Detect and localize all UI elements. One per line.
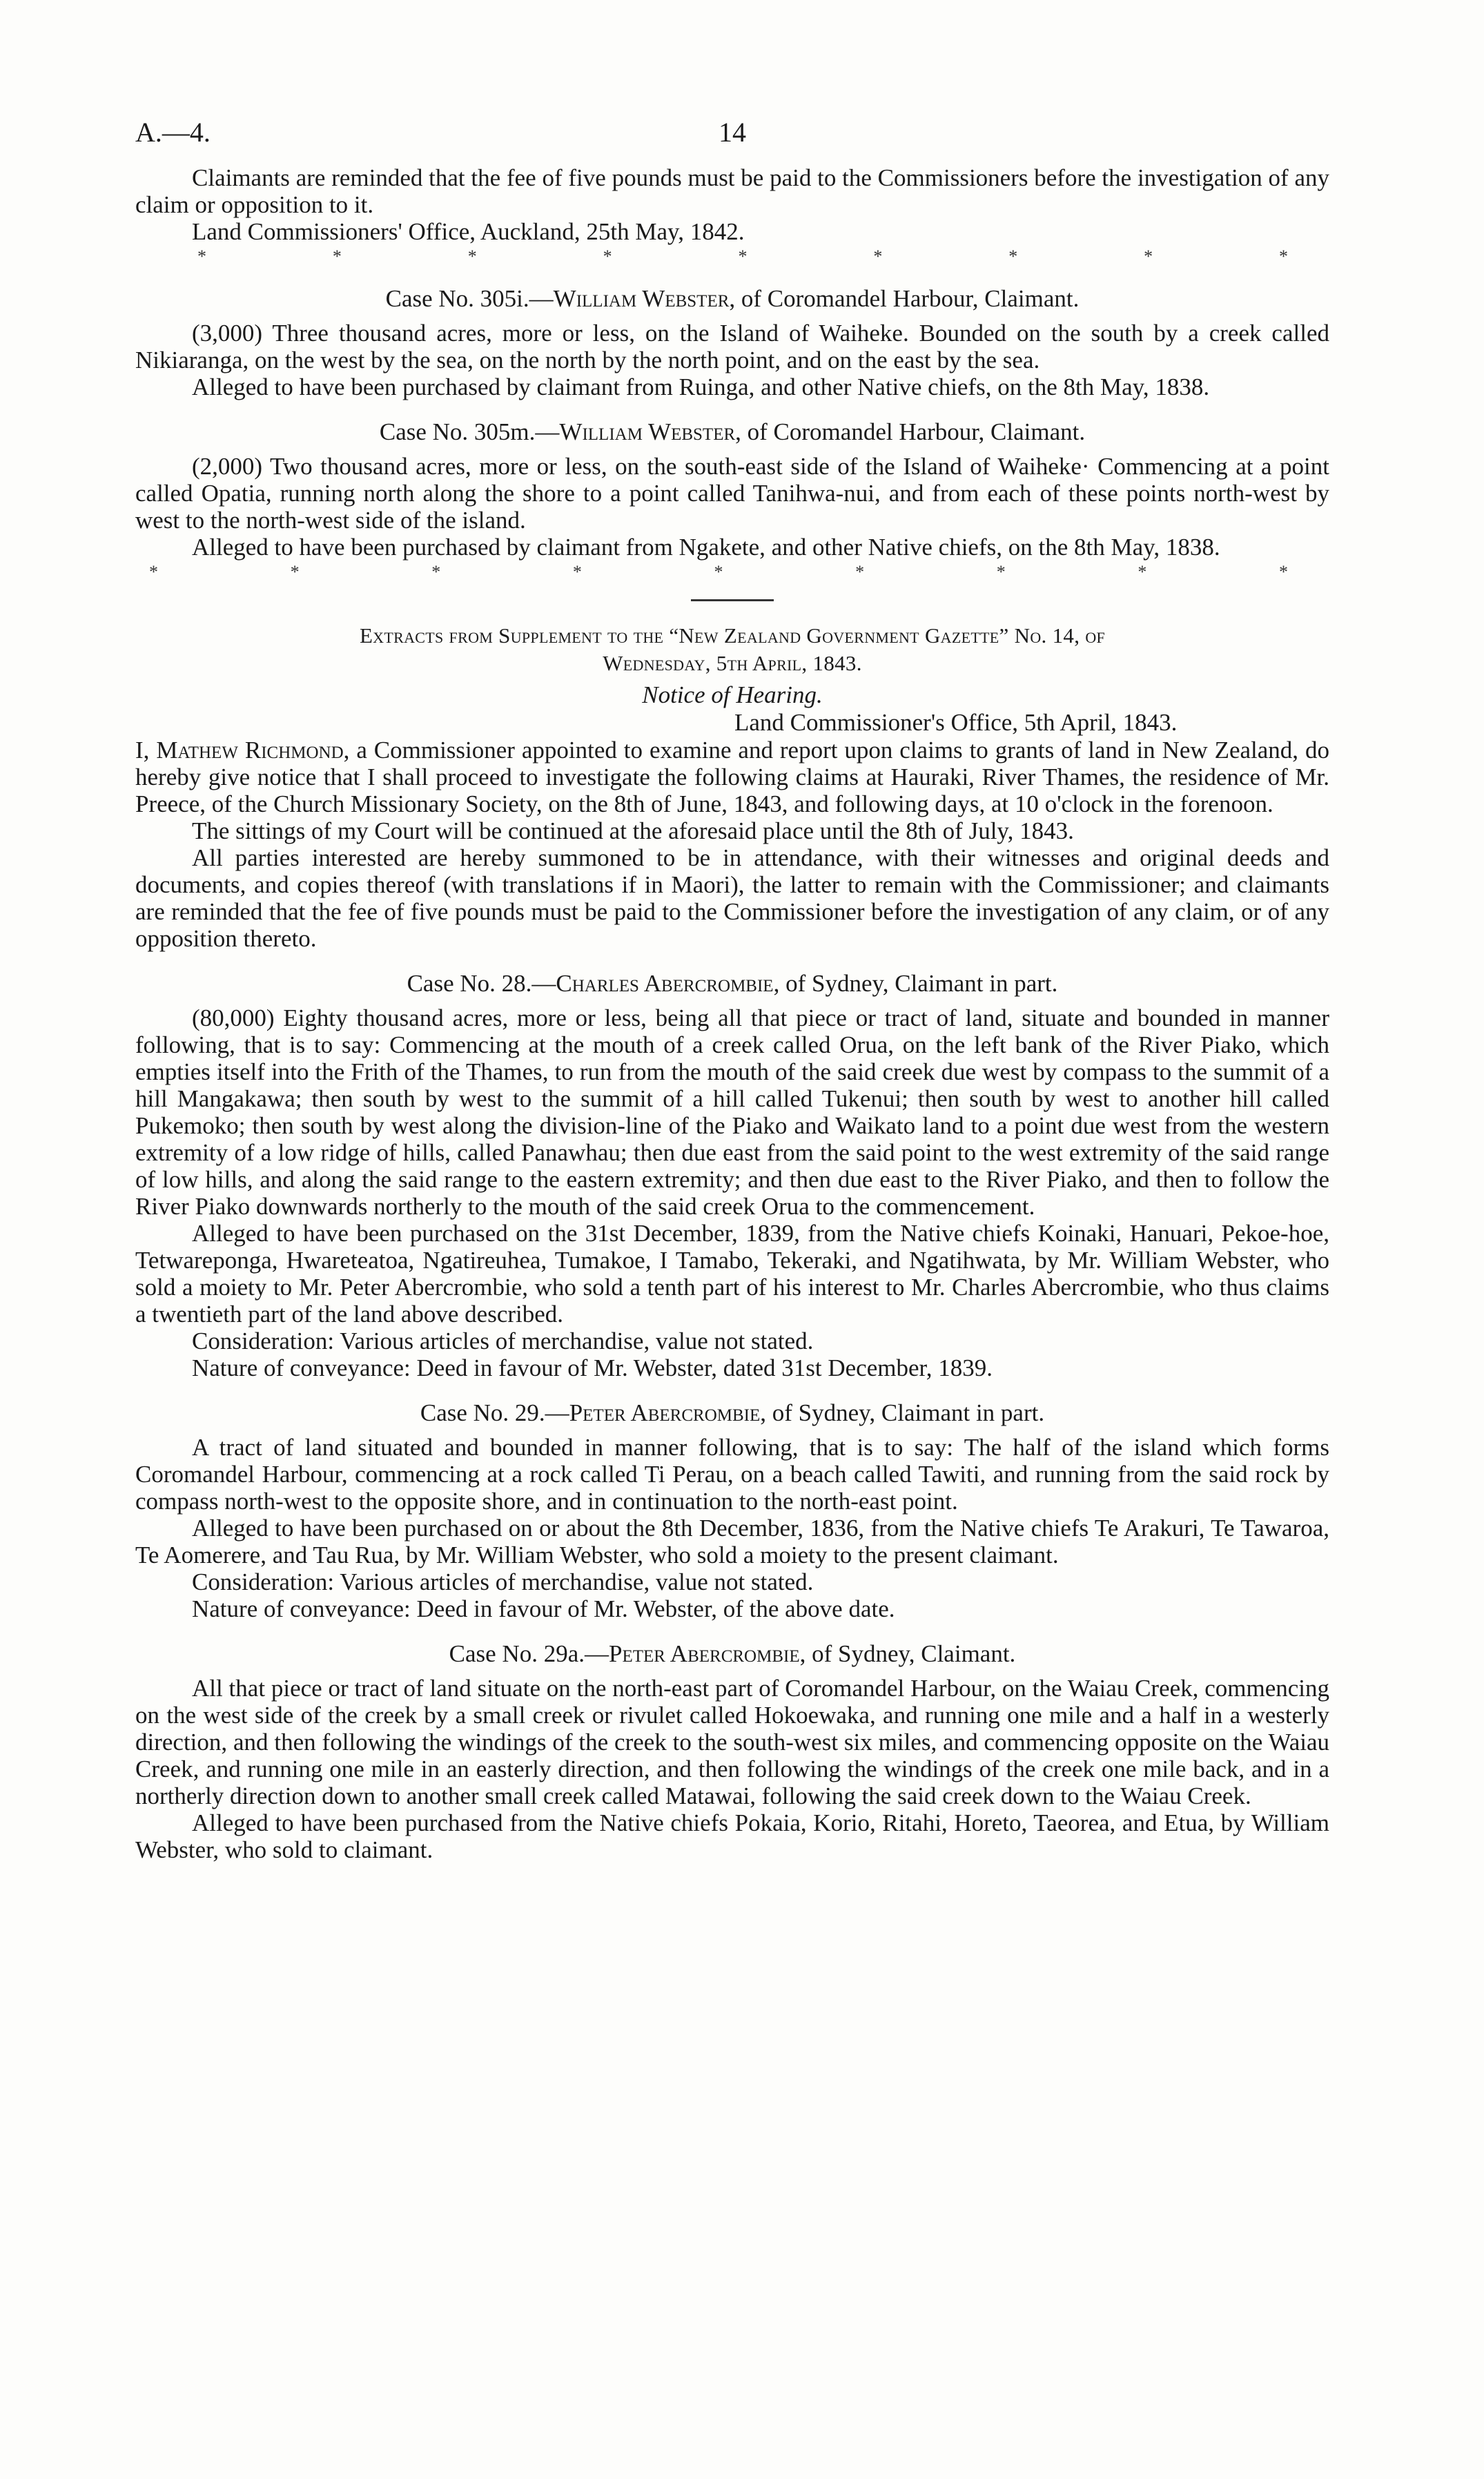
notice-sittings-paragraph: The sittings of my Court will be continued at the aforesaid place until the 8th of July, 1843. (192, 817, 1074, 844)
asterisk: * (332, 246, 342, 266)
asterisk: * (996, 562, 1006, 582)
case-heading-305m (135, 418, 1329, 446)
asterisk: * (197, 246, 206, 266)
case-29a-alleged: Alleged to have been purchased from the Native chiefs Pokaia, Korio, Ritahi, Horeto, Taeorea, and Etua, by William Webster, who sold to claimant. (135, 1809, 1329, 1863)
asterisk: * (873, 246, 883, 266)
case-number: Case No. 305i.— (385, 285, 554, 312)
asterisk: * (855, 562, 865, 582)
commissioner-name: I, Mathew Richmond (135, 737, 344, 764)
case-heading-29 (135, 1399, 1329, 1427)
notice-heading: Notice of Hearing. (642, 681, 823, 708)
claimant-location: , of Sydney, Claimant in part. (773, 970, 1058, 997)
notice-intro-paragraph (135, 737, 1329, 817)
asterisk-separator (135, 562, 1329, 583)
notice-summons-paragraph: All parties interested are hereby summoned to be in attendance, with their witnesses and original deeds and documents, and copies thereof (with translations if in Maori), the latter to remain with the Commissioner; and claimants are reminded that the fee of five pounds must be paid to the Commissioner before the investigation of any claim, or of any opposition thereto. (135, 844, 1329, 952)
asterisk: * (714, 562, 723, 582)
case-heading-29a (135, 1640, 1329, 1668)
claimant-name: Peter Abercrombie (609, 1640, 800, 1667)
asterisk: * (1279, 562, 1288, 582)
case-heading-305i (135, 285, 1329, 313)
case-number: Case No. 305m.— (379, 418, 560, 445)
asterisk: * (467, 246, 477, 266)
asterisk: * (1138, 562, 1147, 582)
document-page (135, 116, 1329, 1863)
asterisk: * (572, 562, 582, 582)
section-divider (691, 599, 774, 601)
case-28-consideration: Consideration: Various articles of merchandise, value not stated. (192, 1328, 814, 1354)
case-number: Case No. 29a.— (449, 1640, 609, 1667)
office-date-line: Land Commissioners' Office, Auckland, 25th May, 1842. (192, 218, 745, 245)
paper-reference: A.—4. (135, 117, 211, 148)
case-heading-28 (135, 970, 1329, 998)
claimant-location: , of Coromandel Harbour, Claimant. (729, 285, 1080, 312)
claimant-location: , of Sydney, Claimant. (799, 1640, 1016, 1667)
asterisk: * (431, 562, 441, 582)
claimant-name: Charles Abercrombie (556, 970, 774, 997)
claimant-name: William Webster (559, 418, 736, 445)
case-28-alleged: Alleged to have been purchased on the 31st December, 1839, from the Native chiefs Koinaki, Hanuari, Pekoe-hoe, Tetwareponga, Hwareteatoa, Ngatireuhea, Tumakoe, I Tamabo, Tekeraki, and Ngatihwata, by Mr. William Webster, who sold a moiety to Mr. Peter Abercrombie, who sold a tenth part of his interest to Mr. Charles Abercrombie, who thus claims a twentieth part of the land above described. (135, 1220, 1329, 1328)
case-305i-alleged: Alleged to have been purchased by claimant from Ruinga, and other Native chiefs, on the 8th May, 1838. (192, 373, 1210, 400)
page-number: 14 (719, 117, 746, 148)
case-29-consideration: Consideration: Various articles of merchandise, value not stated. (192, 1568, 814, 1595)
claimant-name: William Webster (553, 285, 730, 312)
claimant-location: , of Sydney, Claimant in part. (760, 1399, 1045, 1426)
notice-intro-text: , a Commissioner appointed to examine and report upon claims to grants of land in New Zealand, do hereby give notice that I shall proceed to investigate the following claims at Hauraki, River Thames, the residence of Mr. Preece, of the Church Missionary Society, on the 8th of June, 1843, and following days, at 10 o'clock in the forenoon. (135, 737, 1329, 817)
asterisk: * (149, 562, 158, 582)
notice-office-date: Land Commissioner's Office, 5th April, 1843. (734, 709, 1178, 736)
extract-heading-line-1: Extracts from Supplement to the “New Zealand Government Gazette” No. 14, of (359, 623, 1106, 648)
asterisk: * (1144, 246, 1153, 266)
case-305i-description: (3,000) Three thousand acres, more or less, on the Island of Waiheke. Bounded on the south by a creek called Nikiaranga, on the west by the sea, on the north by the north point, and on the east by the sea. (135, 320, 1329, 373)
asterisk: * (738, 246, 748, 266)
case-28-conveyance: Nature of conveyance: Deed in favour of Mr. Webster, dated 31st December, 1839. (192, 1354, 993, 1381)
running-head (135, 116, 1329, 164)
case-29-description: A tract of land situated and bounded in manner following, that is to say: The half of the island which forms Coromandel Harbour, commencing at a rock called Ti Perau, on a beach called Tawiti, and running from the said rock by compass north-west to the opposite shore, and in continuation to the north-east point. (135, 1434, 1329, 1515)
case-29-conveyance: Nature of conveyance: Deed in favour of Mr. Webster, of the above date. (192, 1595, 895, 1622)
asterisk: * (290, 562, 300, 582)
fee-reminder-paragraph: Claimants are reminded that the fee of five pounds must be paid to the Commissioners before the investigation of any claim or opposition to it. (135, 164, 1329, 218)
asterisk: * (1008, 246, 1018, 266)
case-305m-description: (2,000) Two thousand acres, more or less, on the south-east side of the Island of Waiheke· Commencing at a point called Opatia, running north along the shore to a point called Tanihwa-nui, and from each of these points north-west by west to the north-west side of the island. (135, 453, 1329, 534)
extract-heading-line-2: Wednesday, 5th April, 1843. (603, 651, 862, 675)
case-305m-alleged: Alleged to have been purchased by claimant from Ngakete, and other Native chiefs, on the 8th May, 1838. (192, 534, 1220, 561)
asterisk-separator (135, 246, 1329, 267)
case-29-alleged: Alleged to have been purchased on or about the 8th December, 1836, from the Native chiefs Te Arakuri, Te Tawaroa, Te Aomerere, and Tau Rua, by Mr. William Webster, who sold a moiety to the present claimant. (135, 1515, 1329, 1568)
claimant-name: Peter Abercrombie (569, 1399, 761, 1426)
case-number: Case No. 29.— (420, 1399, 569, 1426)
asterisk: * (603, 246, 612, 266)
case-28-description: (80,000) Eighty thousand acres, more or less, being all that piece or tract of land, situate and bounded in manner following, that is to say: Commencing at the mouth of a creek called Orua, on the left bank of the River Piako, which empties itself into the Frith of the Thames, to run from the mouth of the said creek due west by compass to the summit of a hill Mangakawa; then south by west to the summit of a hill called Tukenui; then south by west to another hill called Pukemoko; then south by west along the division-line of the Piako and Waikato land to a point due west from the western extremity of a low ridge of hills, called Panawhau; then due east from the said point to the west extremity of the said range of low hills, and along the said range to the eastern extremity; and then due east to the River Piako, and then to follow the River Piako downwards northerly to the mouth of the said creek Orua to the commencement. (135, 1004, 1329, 1220)
case-number: Case No. 28.— (407, 970, 556, 997)
asterisk: * (1279, 246, 1288, 266)
case-29a-description: All that piece or tract of land situate on the north-east part of Coromandel Harbour, on the Waiau Creek, commencing on the west side of the creek by a small creek or rivulet called Hokoewaka, and running one mile and a half in a westerly direction, and then following the windings of the creek to the south-west six miles, and commencing opposite on the Waiau Creek, and running one mile in an easterly direction, and then following the windings of the creek one mile back, and in a northerly direction down to another small creek called Matawai, following the said creek down to the Waiau Creek. (135, 1675, 1329, 1809)
claimant-location: , of Coromandel Harbour, Claimant. (735, 418, 1086, 445)
